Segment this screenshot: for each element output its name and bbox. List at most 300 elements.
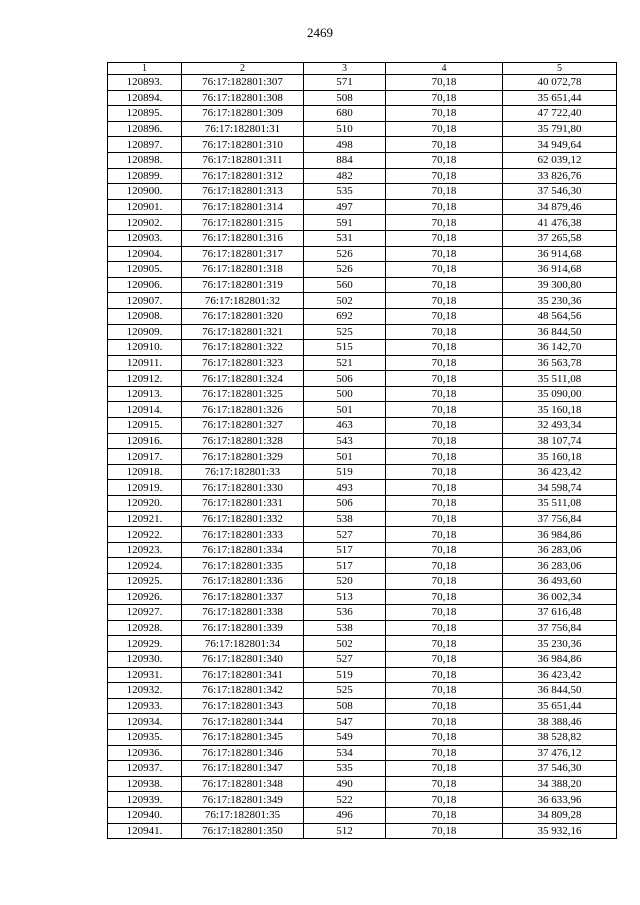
rate-cell: 70,18	[386, 246, 503, 262]
area-cell: 517	[304, 558, 386, 574]
row-number-cell: 120940.	[108, 807, 182, 823]
table-row	[108, 246, 617, 262]
row-number-cell: 120926.	[108, 589, 182, 605]
cadastral-number-cell: 76:17:182801:317	[182, 246, 304, 262]
row-number-cell: 120901.	[108, 199, 182, 215]
rate-cell: 70,18	[386, 605, 503, 621]
area-cell: 547	[304, 714, 386, 730]
cadastral-number-cell: 76:17:182801:33	[182, 464, 304, 480]
table-row	[108, 75, 617, 91]
area-cell: 519	[304, 464, 386, 480]
value-cell: 36 984,86	[503, 527, 617, 543]
value-cell: 34 598,74	[503, 480, 617, 496]
value-cell: 36 142,70	[503, 340, 617, 356]
rate-cell: 70,18	[386, 418, 503, 434]
row-number-cell: 120906.	[108, 277, 182, 293]
rate-cell: 70,18	[386, 449, 503, 465]
rate-cell: 70,18	[386, 230, 503, 246]
cadastral-number-cell: 76:17:182801:327	[182, 418, 304, 434]
column-header: 2	[182, 63, 304, 75]
area-cell: 538	[304, 511, 386, 527]
table-row	[108, 574, 617, 590]
table-row	[108, 745, 617, 761]
table-row	[108, 386, 617, 402]
row-number-cell: 120917.	[108, 449, 182, 465]
value-cell: 36 002,34	[503, 589, 617, 605]
value-cell: 36 423,42	[503, 464, 617, 480]
rate-cell: 70,18	[386, 184, 503, 200]
row-number-cell: 120915.	[108, 418, 182, 434]
cadastral-number-cell: 76:17:182801:316	[182, 230, 304, 246]
column-header: 3	[304, 63, 386, 75]
value-cell: 34 388,20	[503, 776, 617, 792]
value-cell: 37 476,12	[503, 745, 617, 761]
row-number-cell: 120925.	[108, 574, 182, 590]
rate-cell: 70,18	[386, 277, 503, 293]
area-cell: 525	[304, 324, 386, 340]
rate-cell: 70,18	[386, 496, 503, 512]
area-cell: 531	[304, 230, 386, 246]
row-number-cell: 120938.	[108, 776, 182, 792]
area-cell: 692	[304, 308, 386, 324]
value-cell: 35 160,18	[503, 449, 617, 465]
value-cell: 35 651,44	[503, 698, 617, 714]
cadastral-number-cell: 76:17:182801:324	[182, 371, 304, 387]
cadastral-number-cell: 76:17:182801:343	[182, 698, 304, 714]
rate-cell: 70,18	[386, 667, 503, 683]
rate-cell: 70,18	[386, 636, 503, 652]
row-number-cell: 120911.	[108, 355, 182, 371]
value-cell: 62 039,12	[503, 152, 617, 168]
table-row	[108, 106, 617, 122]
cadastral-number-cell: 76:17:182801:35	[182, 807, 304, 823]
rate-cell: 70,18	[386, 386, 503, 402]
value-cell: 36 283,06	[503, 542, 617, 558]
cadastral-number-cell: 76:17:182801:326	[182, 402, 304, 418]
rate-cell: 70,18	[386, 823, 503, 839]
row-number-cell: 120903.	[108, 230, 182, 246]
area-cell: 517	[304, 542, 386, 558]
row-number-cell: 120914.	[108, 402, 182, 418]
rate-cell: 70,18	[386, 293, 503, 309]
cadastral-number-cell: 76:17:182801:322	[182, 340, 304, 356]
value-cell: 36 493,60	[503, 574, 617, 590]
table-row	[108, 402, 617, 418]
value-cell: 36 914,68	[503, 246, 617, 262]
area-cell: 498	[304, 137, 386, 153]
area-cell: 527	[304, 651, 386, 667]
value-cell: 35 090,00	[503, 386, 617, 402]
rate-cell: 70,18	[386, 776, 503, 792]
column-header: 5	[503, 63, 617, 75]
table-row	[108, 761, 617, 777]
table-row	[108, 698, 617, 714]
table-body	[108, 75, 617, 839]
row-number-cell: 120934.	[108, 714, 182, 730]
row-number-cell: 120896.	[108, 121, 182, 137]
rate-cell: 70,18	[386, 371, 503, 387]
rate-cell: 70,18	[386, 729, 503, 745]
rate-cell: 70,18	[386, 121, 503, 137]
row-number-cell: 120898.	[108, 152, 182, 168]
cadastral-number-cell: 76:17:182801:319	[182, 277, 304, 293]
rate-cell: 70,18	[386, 90, 503, 106]
value-cell: 47 722,40	[503, 106, 617, 122]
cadastral-number-cell: 76:17:182801:340	[182, 651, 304, 667]
row-number-cell: 120900.	[108, 184, 182, 200]
area-cell: 543	[304, 433, 386, 449]
table-row	[108, 199, 617, 215]
row-number-cell: 120920.	[108, 496, 182, 512]
area-cell: 520	[304, 574, 386, 590]
rate-cell: 70,18	[386, 355, 503, 371]
area-cell: 515	[304, 340, 386, 356]
value-cell: 37 756,84	[503, 511, 617, 527]
cadastral-number-cell: 76:17:182801:345	[182, 729, 304, 745]
table-row	[108, 480, 617, 496]
area-cell: 525	[304, 683, 386, 699]
table-row	[108, 496, 617, 512]
row-number-cell: 120929.	[108, 636, 182, 652]
area-cell: 536	[304, 605, 386, 621]
row-number-cell: 120910.	[108, 340, 182, 356]
cadastral-number-cell: 76:17:182801:315	[182, 215, 304, 231]
area-cell: 526	[304, 262, 386, 278]
value-cell: 34 809,28	[503, 807, 617, 823]
cadastral-number-cell: 76:17:182801:335	[182, 558, 304, 574]
value-cell: 36 633,96	[503, 792, 617, 808]
cadastral-number-cell: 76:17:182801:341	[182, 667, 304, 683]
table-row	[108, 651, 617, 667]
area-cell: 496	[304, 807, 386, 823]
cadastral-number-cell: 76:17:182801:323	[182, 355, 304, 371]
area-cell: 482	[304, 168, 386, 184]
value-cell: 37 265,58	[503, 230, 617, 246]
rate-cell: 70,18	[386, 262, 503, 278]
table-row	[108, 215, 617, 231]
rate-cell: 70,18	[386, 527, 503, 543]
cadastral-number-cell: 76:17:182801:328	[182, 433, 304, 449]
cadastral-number-cell: 76:17:182801:342	[182, 683, 304, 699]
row-number-cell: 120933.	[108, 698, 182, 714]
area-cell: 463	[304, 418, 386, 434]
cadastral-number-cell: 76:17:182801:31	[182, 121, 304, 137]
value-cell: 35 230,36	[503, 293, 617, 309]
cadastral-number-cell: 76:17:182801:312	[182, 168, 304, 184]
rate-cell: 70,18	[386, 199, 503, 215]
value-cell: 36 984,86	[503, 651, 617, 667]
table-row	[108, 184, 617, 200]
area-cell: 884	[304, 152, 386, 168]
row-number-cell: 120936.	[108, 745, 182, 761]
value-cell: 33 826,76	[503, 168, 617, 184]
value-cell: 36 423,42	[503, 667, 617, 683]
table-row	[108, 277, 617, 293]
cadastral-number-cell: 76:17:182801:347	[182, 761, 304, 777]
table-row	[108, 418, 617, 434]
area-cell: 519	[304, 667, 386, 683]
table-header-row	[108, 63, 617, 75]
page-number: 2469	[307, 25, 333, 40]
cadastral-number-cell: 76:17:182801:307	[182, 75, 304, 91]
table-row	[108, 137, 617, 153]
value-cell: 48 564,56	[503, 308, 617, 324]
area-cell: 560	[304, 277, 386, 293]
rate-cell: 70,18	[386, 433, 503, 449]
value-cell: 41 476,38	[503, 215, 617, 231]
row-number-cell: 120899.	[108, 168, 182, 184]
rate-cell: 70,18	[386, 792, 503, 808]
area-cell: 534	[304, 745, 386, 761]
area-cell: 680	[304, 106, 386, 122]
row-number-cell: 120902.	[108, 215, 182, 231]
area-cell: 506	[304, 496, 386, 512]
cadastral-number-cell: 76:17:182801:337	[182, 589, 304, 605]
row-number-cell: 120928.	[108, 620, 182, 636]
value-cell: 36 844,50	[503, 683, 617, 699]
value-cell: 32 493,34	[503, 418, 617, 434]
row-number-cell: 120941.	[108, 823, 182, 839]
row-number-cell: 120916.	[108, 433, 182, 449]
table-row	[108, 262, 617, 278]
table-row	[108, 667, 617, 683]
rate-cell: 70,18	[386, 152, 503, 168]
table-row	[108, 152, 617, 168]
row-number-cell: 120935.	[108, 729, 182, 745]
table-row	[108, 511, 617, 527]
table-row	[108, 293, 617, 309]
value-cell: 35 511,08	[503, 371, 617, 387]
cadastral-number-cell: 76:17:182801:320	[182, 308, 304, 324]
table-row	[108, 558, 617, 574]
rate-cell: 70,18	[386, 574, 503, 590]
row-number-cell: 120930.	[108, 651, 182, 667]
table-row	[108, 324, 617, 340]
cadastral-number-cell: 76:17:182801:350	[182, 823, 304, 839]
value-cell: 36 844,50	[503, 324, 617, 340]
area-cell: 571	[304, 75, 386, 91]
cadastral-number-cell: 76:17:182801:325	[182, 386, 304, 402]
area-cell: 497	[304, 199, 386, 215]
value-cell: 39 300,80	[503, 277, 617, 293]
table-row	[108, 464, 617, 480]
rate-cell: 70,18	[386, 324, 503, 340]
area-cell: 512	[304, 823, 386, 839]
table-row	[108, 729, 617, 745]
row-number-cell: 120927.	[108, 605, 182, 621]
area-cell: 502	[304, 636, 386, 652]
value-cell: 38 107,74	[503, 433, 617, 449]
row-number-cell: 120895.	[108, 106, 182, 122]
value-cell: 40 072,78	[503, 75, 617, 91]
area-cell: 521	[304, 355, 386, 371]
cadastral-number-cell: 76:17:182801:349	[182, 792, 304, 808]
cadastral-number-cell: 76:17:182801:321	[182, 324, 304, 340]
rate-cell: 70,18	[386, 542, 503, 558]
value-cell: 37 756,84	[503, 620, 617, 636]
value-cell: 37 616,48	[503, 605, 617, 621]
rate-cell: 70,18	[386, 651, 503, 667]
rate-cell: 70,18	[386, 480, 503, 496]
rate-cell: 70,18	[386, 620, 503, 636]
row-number-cell: 120931.	[108, 667, 182, 683]
rate-cell: 70,18	[386, 137, 503, 153]
table-row	[108, 355, 617, 371]
row-number-cell: 120923.	[108, 542, 182, 558]
cadastral-number-cell: 76:17:182801:339	[182, 620, 304, 636]
rate-cell: 70,18	[386, 308, 503, 324]
cadastral-number-cell: 76:17:182801:310	[182, 137, 304, 153]
cadastral-number-cell: 76:17:182801:348	[182, 776, 304, 792]
value-cell: 34 879,46	[503, 199, 617, 215]
cadastral-number-cell: 76:17:182801:313	[182, 184, 304, 200]
rate-cell: 70,18	[386, 75, 503, 91]
table-row	[108, 683, 617, 699]
area-cell: 527	[304, 527, 386, 543]
row-number-cell: 120908.	[108, 308, 182, 324]
area-cell: 500	[304, 386, 386, 402]
rate-cell: 70,18	[386, 807, 503, 823]
value-cell: 36 563,78	[503, 355, 617, 371]
row-number-cell: 120909.	[108, 324, 182, 340]
rate-cell: 70,18	[386, 402, 503, 418]
table-row	[108, 542, 617, 558]
value-cell: 35 230,36	[503, 636, 617, 652]
table-row	[108, 168, 617, 184]
row-number-cell: 120922.	[108, 527, 182, 543]
rate-cell: 70,18	[386, 761, 503, 777]
table-row	[108, 449, 617, 465]
table-row	[108, 371, 617, 387]
cadastral-number-cell: 76:17:182801:311	[182, 152, 304, 168]
area-cell: 535	[304, 761, 386, 777]
area-cell: 493	[304, 480, 386, 496]
data-table	[107, 62, 617, 839]
rate-cell: 70,18	[386, 698, 503, 714]
row-number-cell: 120939.	[108, 792, 182, 808]
table-row	[108, 620, 617, 636]
area-cell: 501	[304, 449, 386, 465]
row-number-cell: 120918.	[108, 464, 182, 480]
table-row	[108, 121, 617, 137]
area-cell: 490	[304, 776, 386, 792]
area-cell: 538	[304, 620, 386, 636]
cadastral-number-cell: 76:17:182801:334	[182, 542, 304, 558]
cadastral-number-cell: 76:17:182801:333	[182, 527, 304, 543]
rate-cell: 70,18	[386, 106, 503, 122]
area-cell: 508	[304, 90, 386, 106]
cadastral-number-cell: 76:17:182801:336	[182, 574, 304, 590]
table-row	[108, 636, 617, 652]
area-cell: 502	[304, 293, 386, 309]
rate-cell: 70,18	[386, 558, 503, 574]
rate-cell: 70,18	[386, 714, 503, 730]
row-number-cell: 120924.	[108, 558, 182, 574]
cadastral-number-cell: 76:17:182801:34	[182, 636, 304, 652]
cadastral-number-cell: 76:17:182801:344	[182, 714, 304, 730]
value-cell: 36 283,06	[503, 558, 617, 574]
value-cell: 37 546,30	[503, 184, 617, 200]
table-row	[108, 433, 617, 449]
value-cell: 35 511,08	[503, 496, 617, 512]
rate-cell: 70,18	[386, 215, 503, 231]
cadastral-number-cell: 76:17:182801:346	[182, 745, 304, 761]
area-cell: 501	[304, 402, 386, 418]
table-row	[108, 792, 617, 808]
cadastral-number-cell: 76:17:182801:314	[182, 199, 304, 215]
value-cell: 35 791,80	[503, 121, 617, 137]
table-row	[108, 527, 617, 543]
table-row	[108, 605, 617, 621]
value-cell: 37 546,30	[503, 761, 617, 777]
area-cell: 549	[304, 729, 386, 745]
rate-cell: 70,18	[386, 683, 503, 699]
table-row	[108, 714, 617, 730]
value-cell: 35 651,44	[503, 90, 617, 106]
column-header: 4	[386, 63, 503, 75]
area-cell: 535	[304, 184, 386, 200]
row-number-cell: 120897.	[108, 137, 182, 153]
cadastral-number-cell: 76:17:182801:332	[182, 511, 304, 527]
column-header: 1	[108, 63, 182, 75]
row-number-cell: 120907.	[108, 293, 182, 309]
table-row	[108, 230, 617, 246]
row-number-cell: 120919.	[108, 480, 182, 496]
value-cell: 35 160,18	[503, 402, 617, 418]
row-number-cell: 120905.	[108, 262, 182, 278]
row-number-cell: 120921.	[108, 511, 182, 527]
area-cell: 513	[304, 589, 386, 605]
table-row	[108, 807, 617, 823]
area-cell: 522	[304, 792, 386, 808]
area-cell: 506	[304, 371, 386, 387]
row-number-cell: 120912.	[108, 371, 182, 387]
cadastral-number-cell: 76:17:182801:331	[182, 496, 304, 512]
row-number-cell: 120893.	[108, 75, 182, 91]
rate-cell: 70,18	[386, 745, 503, 761]
rate-cell: 70,18	[386, 168, 503, 184]
cadastral-number-cell: 76:17:182801:329	[182, 449, 304, 465]
row-number-cell: 120894.	[108, 90, 182, 106]
row-number-cell: 120932.	[108, 683, 182, 699]
table-row	[108, 823, 617, 839]
cadastral-number-cell: 76:17:182801:308	[182, 90, 304, 106]
area-cell: 510	[304, 121, 386, 137]
area-cell: 508	[304, 698, 386, 714]
cadastral-number-cell: 76:17:182801:32	[182, 293, 304, 309]
rate-cell: 70,18	[386, 511, 503, 527]
value-cell: 36 914,68	[503, 262, 617, 278]
row-number-cell: 120904.	[108, 246, 182, 262]
rate-cell: 70,18	[386, 589, 503, 605]
row-number-cell: 120937.	[108, 761, 182, 777]
value-cell: 38 528,82	[503, 729, 617, 745]
table-row	[108, 776, 617, 792]
value-cell: 35 932,16	[503, 823, 617, 839]
rate-cell: 70,18	[386, 464, 503, 480]
area-cell: 526	[304, 246, 386, 262]
cadastral-number-cell: 76:17:182801:338	[182, 605, 304, 621]
table-row	[108, 90, 617, 106]
rate-cell: 70,18	[386, 340, 503, 356]
cadastral-number-cell: 76:17:182801:309	[182, 106, 304, 122]
table-row	[108, 589, 617, 605]
cadastral-number-cell: 76:17:182801:330	[182, 480, 304, 496]
value-cell: 34 949,64	[503, 137, 617, 153]
value-cell: 38 388,46	[503, 714, 617, 730]
table-row	[108, 340, 617, 356]
table-row	[108, 308, 617, 324]
